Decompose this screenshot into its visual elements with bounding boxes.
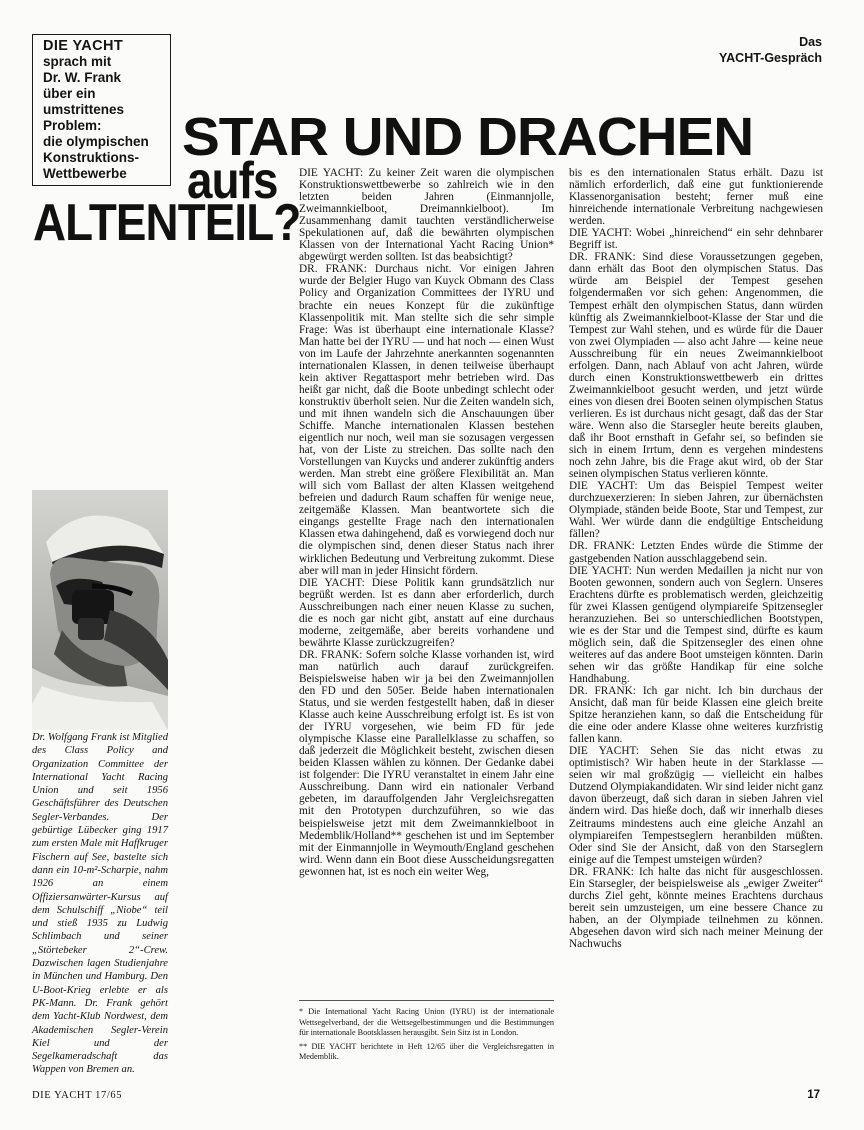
section-label-line1: Das [799,35,822,49]
footnotes [299,1000,554,1066]
footnote: * Die International Yacht Racing Union (IYRU) ist der internationale Wettsegelverband, der die Wettsegelbestimmungen und die Bestimmungen für internationale Bootsklassen herausgibt. Sein Sitz ist in London. [299,1007,554,1037]
teaser-line: Dr. W. Frank [43,70,122,85]
headline-line1: STAR UND DRACHEN [182,107,754,167]
teaser-line: über ein [43,86,96,101]
teaser-line: umstrittenes [43,102,125,117]
section-label [719,34,822,66]
teaser-line: die olympischen [43,134,149,149]
teaser-line: DIE YACHT [43,38,124,54]
paragraph: DIE YACHT: Wobei „hinreichend“ ein sehr dehnbarer Begriff ist. [569,227,823,252]
paragraph: DIE YACHT: Nun werden Medaillen ja nicht nur von Booten gewonnen, sondern auch von Seglern. Unseres Erachtens dürfte es problematisch werden, gleichzeitig für zwei Klassen genügend olympiareife Spitzensegler heranzuziehen. Bei so unterschiedlichen Bootstypen, wie es der Star und die Tempest sind, dürfte es kaum möglich sein, daß die Spitzensegler des einen ohne weiteres auf das andere Boot umsteigen könnten. Darin sehen wir das größte Handikap für eine solche Handhabung. [569,564,823,685]
paragraph: DR. FRANK: Sofern solche Klasse vorhanden ist, wird man natürlich auch darauf zurückgreifen. Beispielsweise haben wir ja bei den Zweimannjollen den FD und den 505er. Beide haben internationalen Status, und sie werden festgestellt haben, daß in dieser Klasse auch keine Ausschreibung erfolgt ist. Es ist von der IYRU vorgesehen, wie beim FD für jede olympische Klasse eine Parallelklasse zu schaffen, so daß jederzeit die Möglichkeit besteht, zwischen diesen beiden Klassen wählen zu können. Der Gedanke dabei ist folgender: Die IYRU veranstaltet in einem Jahr eine Ausschreibung. Dann wird ein nationaler Verband gebeten, im darauffolgenden Jahr Vergleichsregatten mit den Prototypen durchzuführen, so wie das beispielsweise jetzt mit dem Zweimannkielboot in Medemblik/Holland** geschehen ist und im September mit der Einmannjolle in Weymouth/England geschehen wird. Wenn dann ein Boot diese Ausscheidungsregatten gewonnen hat, ist es noch ein weiter Weg, [299,648,554,878]
portrait-photo-graphic [32,490,168,730]
folio-left: DIE YACHT 17/65 [32,1090,123,1101]
paragraph: DR. FRANK: Ich gar nicht. Ich bin durchaus der Ansicht, daß man für beide Klassen eine gleich breite Spitze heranziehen kann, so daß die Entscheidung für die eine oder andere Klasse ohne weiteres kurzfristig fallen kann. [569,685,823,746]
paragraph: DR. FRANK: Ich halte das nicht für ausgeschlossen. Ein Starsegler, der beispielsweise als „ewiger Zweiter“ durchs Ziel geht, könnte meines Erachtens durchaus bereit sein umzusteigen, um eine bessere Chance zu haben, an der Olympiade teilnehmen zu können. Abgesehen davon wird sich nach meiner Meinung der Nachwuchs [569,865,823,950]
page-number: 17 [807,1089,820,1101]
paragraph: DR. FRANK: Letzten Endes würde die Stimme der gastgebenden Nation ausschlaggebend sein. [569,540,823,565]
paragraph: DR. FRANK: Sind diese Voraussetzungen gegeben, dann erhält das Boot den olympischen Status. Das würde am Beispiel der Tempest gesehen folgendermaßen vor sich gehen: Angenommen, die Tempest erhält den olympischen Status, dann würden künftig als Zweimannkielboot-Klasse der Star und die Tempest zur Wahl stehen, und es würde für die Dauer von zwei Olympiaden — also acht Jahre — keine neue Ausschreibung für ein neues Zweimannkielboot erfolgen. Dann, nach Ablauf von acht Jahren, würde durch einen Konstruktionswettbewerb ein drittes Zweimannkielboot gesucht werden, und jetzt würde eines von diesen drei Booten seinen olympischen Status verlieren. Es ist durchaus nicht gesagt, daß das der Star wäre. Wenn also die Starsegler heute bereits glauben, daß ihr Boot ernsthaft in Gefahr sei, so befinden sie sich in einem Irrtum, denn es vergehen mindestens noch zehn Jahre, bis die Frage akut wird, ob der Star seinen olympischen Status verlieren könnte. [569,251,823,481]
paragraph: bis es den internationalen Status erhält. Dazu ist nämlich erforderlich, daß eine gut funktionierende Klassenorganisation besteht; ferner muß eine hinreichende internationale Verbreitung nachgewiesen werden. [569,167,823,228]
paragraph: DIE YACHT: Sehen Sie das nicht etwas zu optimistisch? Wir haben heute in der Starklasse — seien wir mal großzügig — vielleicht ein halbes Dutzend Olympiakandidaten. Wir sind leider nicht ganz davon überzeugt, daß sich daran in sieben Jahren viel ändern wird. Das hieße doch, daß wir innerhalb dieses Zeitraums mindestens auch eine gleiche Anzahl an olympiareifen Tempestseglern heranbilden müßten. Oder sind Sie der Ansicht, daß von den Starseglern einige auf die Tempest umsteigen würden? [569,745,823,866]
teaser-line: Problem: [43,118,102,133]
teaser-line: Konstruktions- [43,150,139,165]
paragraph: DIE YACHT: Zu keiner Zeit waren die olympischen Konstruktionswettbewerbe so zahlreich wie in den letzten beiden Jahren (Einmannjolle, Zweimannkielboot, Dreimannkielboot). Im Zusammenhang damit tauchten verständlicherweise Spekulationen auf, daß die bewährten olympischen Klassen von der International Yacht Racing Union* abgewürgt werden sollten. Ist das beabsichtigt? [299,167,554,264]
article-column-1 [299,167,554,878]
paragraph: DIE YACHT: Um das Beispiel Tempest weiter durchzuexerzieren: In sieben Jahren, zur übernächsten Olympiade, ständen beide Boote, Star und Tempest, zur Wahl. Wer würde dann die endgültige Entscheidung fällen? [569,480,823,541]
headline-line3: ALTENTEIL? [33,194,301,252]
article-column-2 [569,167,823,950]
photo-caption: Dr. Wolfgang Frank ist Mitglied des Class Policy and Organization Committee der International Yacht Racing Union und seit 1956 Geschäftsführer des Deutschen Segler-Verbandes. Der gebürtige Lübecker ging 1917 zum ersten Male mit Haffkruger Fischern auf See, bastelte sich dann ein 10-m²-Scharpie, nahm 1926 an einem Offiziersanwärter-Kursus auf dem Schulschiff „Niobe“ teil und stieß 1935 zu Ludwig Schlimbach und seiner „Störtebeker 2“-Crew. Dazwischen lagen Studienjahre in München und Hamburg. Den U-Boot-Krieg erlebte er als PK-Mann. Dr. Frank gehört dem Yacht-Klub Nordwest, dem Akademischen Segler-Verein Kiel und der Segelkameradschaft das Wappen von Bremen an. [32,732,168,1076]
teaser-box [32,34,171,186]
headline-line2: aufs [187,152,278,210]
teaser-line: Wettbewerbe [43,166,127,181]
portrait-photo [32,490,168,730]
paragraph: DIE YACHT: Diese Politik kann grundsätzlich nur begrüßt werden. Ist es dann aber erforderlich, durch Ausschreibungen nach einer neuen Klasse zu suchen, die es noch gar nicht gibt, anstatt auf eine durchaus moderne, zeitgemäße, aber bereits vorhandene und bewährte Klasse zurückzugreifen? [299,576,554,649]
section-label-line2: YACHT-Gespräch [718,51,822,65]
paragraph: DR. FRANK: Durchaus nicht. Vor einigen Jahren wurde der Belgier Hugo van Kuyck Obmann des Class Policy and Organization Committees der IYRU und brachte ein neues Konzept für die zukünftige Klassenpolitik mit. Man stellte sich die sehr simple Frage: Was ist überhaupt eine internationale Klasse? Man hatte bei der IYRU — und hat noch — einen Wust von im Laufe der Jahrzehnte anerkannten sogenannten internationalen Klassen, in denen teilweise überhaupt kein aktiver Regattasport mehr betrieben wird. Das heißt gar nicht, daß die Boote unbedingt schlecht oder konstruktiv überholt seien. Nur die Zeiten wandeln sich, und mit ihnen wandeln sich die Anschauungen über Schiffe. Manche internationalen Klassen bestehen eigentlich nur noch, weil man sie sozusagen vergessen hat, von der Liste zu streichen. Das sollte nach den Vorstellungen van Kuycks und anderer zukünftig anders werden. Man strebt eine größere Flexibilität an. Man will sich vom Ballast der alten Klassen weitgehend befreien und dadurch Raum schaffen für wenige neue, zeitgemäße Klassen. Man beantwortete sich die eingangs gestellte Frage nach den internationalen Klassen etwa dahingehend, daß es vorwiegend doch nur die olympischen sind, denen dieser Status nach ihrer wirklichen Bedeutung und Verbreitung zukommt. Diese aber will man in jeder Hinsicht fördern. [299,263,554,577]
teaser-line: sprach mit [43,54,112,69]
footnote: ** DIE YACHT berichtete in Heft 12/65 über die Vergleichsregatten in Medemblik. [299,1041,554,1061]
